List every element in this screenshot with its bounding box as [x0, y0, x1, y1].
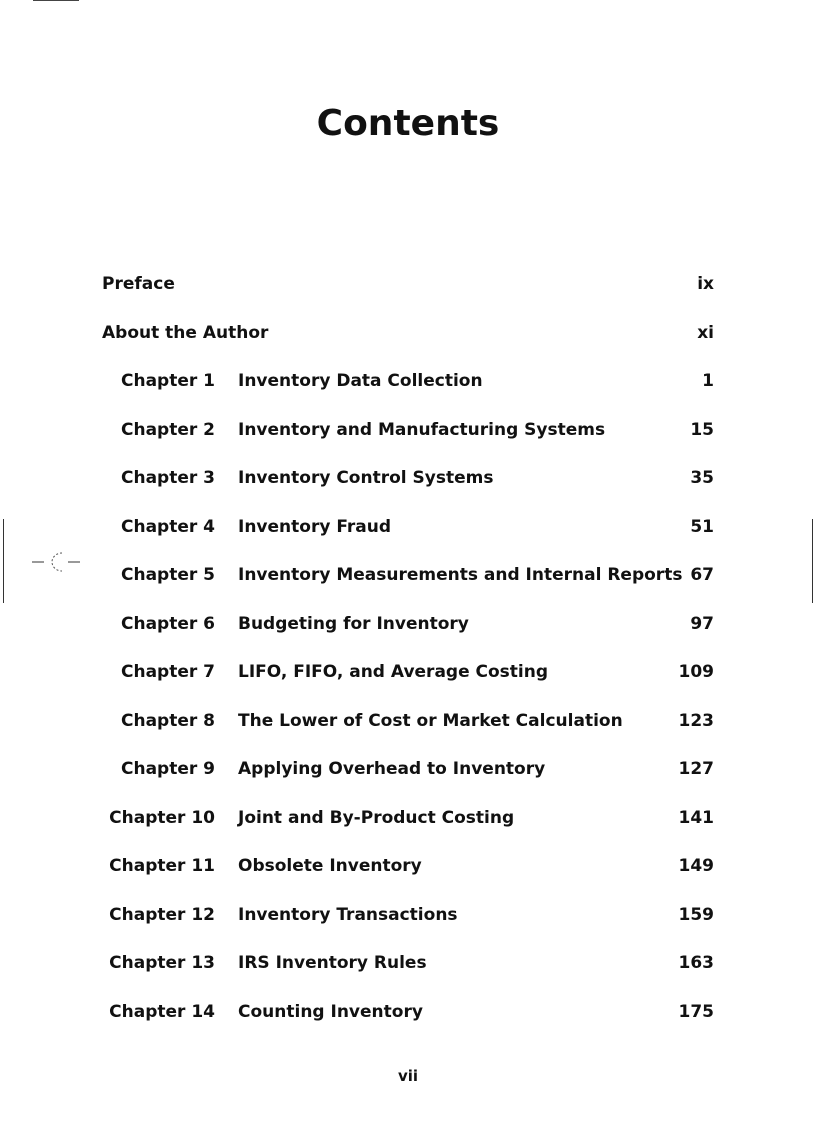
chapter-label: Chapter 13 — [109, 953, 215, 973]
chapter-title[interactable]: Inventory Transactions — [238, 905, 458, 925]
chapter-title[interactable]: Inventory Fraud — [238, 517, 391, 537]
chapter-label: Chapter 5 — [120, 565, 215, 585]
page-folio: vii — [397, 1067, 419, 1085]
chapter-title[interactable]: Applying Overhead to Inventory — [238, 759, 546, 779]
chapter-title[interactable]: Joint and By-Product Costing — [238, 808, 515, 828]
chapter-title[interactable]: IRS Inventory Rules — [238, 953, 427, 973]
chapter-page: 35 — [690, 468, 714, 488]
chapter-label: Chapter 14 — [109, 1002, 215, 1022]
chapter-label: Chapter 8 — [120, 711, 215, 731]
toc-entry-preface-label[interactable]: Preface — [102, 274, 175, 294]
chapter-title[interactable]: Inventory Measurements and Internal Reports — [238, 565, 683, 585]
margin-rule-right — [812, 519, 813, 603]
chapter-title[interactable]: Counting Inventory — [238, 1002, 423, 1022]
chapter-label: Chapter 3 — [120, 468, 215, 488]
chapter-title[interactable]: Inventory Data Collection — [238, 371, 483, 391]
chapter-title[interactable]: The Lower of Cost or Market Calculation — [238, 711, 623, 731]
chapter-page: 109 — [678, 662, 714, 682]
chapter-label: Chapter 7 — [120, 662, 215, 682]
chapter-page: 15 — [690, 420, 714, 440]
chapter-page: 141 — [678, 808, 714, 828]
chapter-label: Chapter 10 — [109, 808, 215, 828]
chapter-page: 97 — [690, 614, 714, 634]
chapter-label: Chapter 6 — [120, 614, 215, 634]
crop-mark-top — [33, 0, 79, 1]
chapter-title[interactable]: LIFO, FIFO, and Average Costing — [238, 662, 549, 682]
chapter-page: 163 — [678, 953, 714, 973]
chapter-page: 159 — [678, 905, 714, 925]
chapter-page: 127 — [678, 759, 714, 779]
chapter-page: 175 — [678, 1002, 714, 1022]
toc-entry-preface-page: ix — [697, 274, 714, 294]
page-title: Contents — [316, 103, 500, 144]
chapter-title[interactable]: Inventory Control Systems — [238, 468, 494, 488]
toc-entry-about-author-page: xi — [697, 323, 714, 343]
chapter-label: Chapter 9 — [120, 759, 215, 779]
chapter-title[interactable]: Inventory and Manufacturing Systems — [238, 420, 606, 440]
chapter-label: Chapter 11 — [109, 856, 215, 876]
margin-rule-left — [3, 519, 4, 603]
chapter-page: 123 — [678, 711, 714, 731]
chapter-page: 51 — [690, 517, 714, 537]
chapter-title[interactable]: Budgeting for Inventory — [238, 614, 469, 634]
chapter-label: Chapter 4 — [120, 517, 215, 537]
chapter-label: Chapter 12 — [109, 905, 215, 925]
chapter-page: 67 — [690, 565, 714, 585]
toc-entry-about-author-label[interactable]: About the Author — [102, 323, 269, 343]
chapter-page: 149 — [678, 856, 714, 876]
chapter-title[interactable]: Obsolete Inventory — [238, 856, 422, 876]
registration-mark-icon — [32, 549, 80, 575]
chapter-page: 1 — [702, 371, 714, 391]
chapter-label: Chapter 1 — [120, 371, 215, 391]
chapter-label: Chapter 2 — [120, 420, 215, 440]
